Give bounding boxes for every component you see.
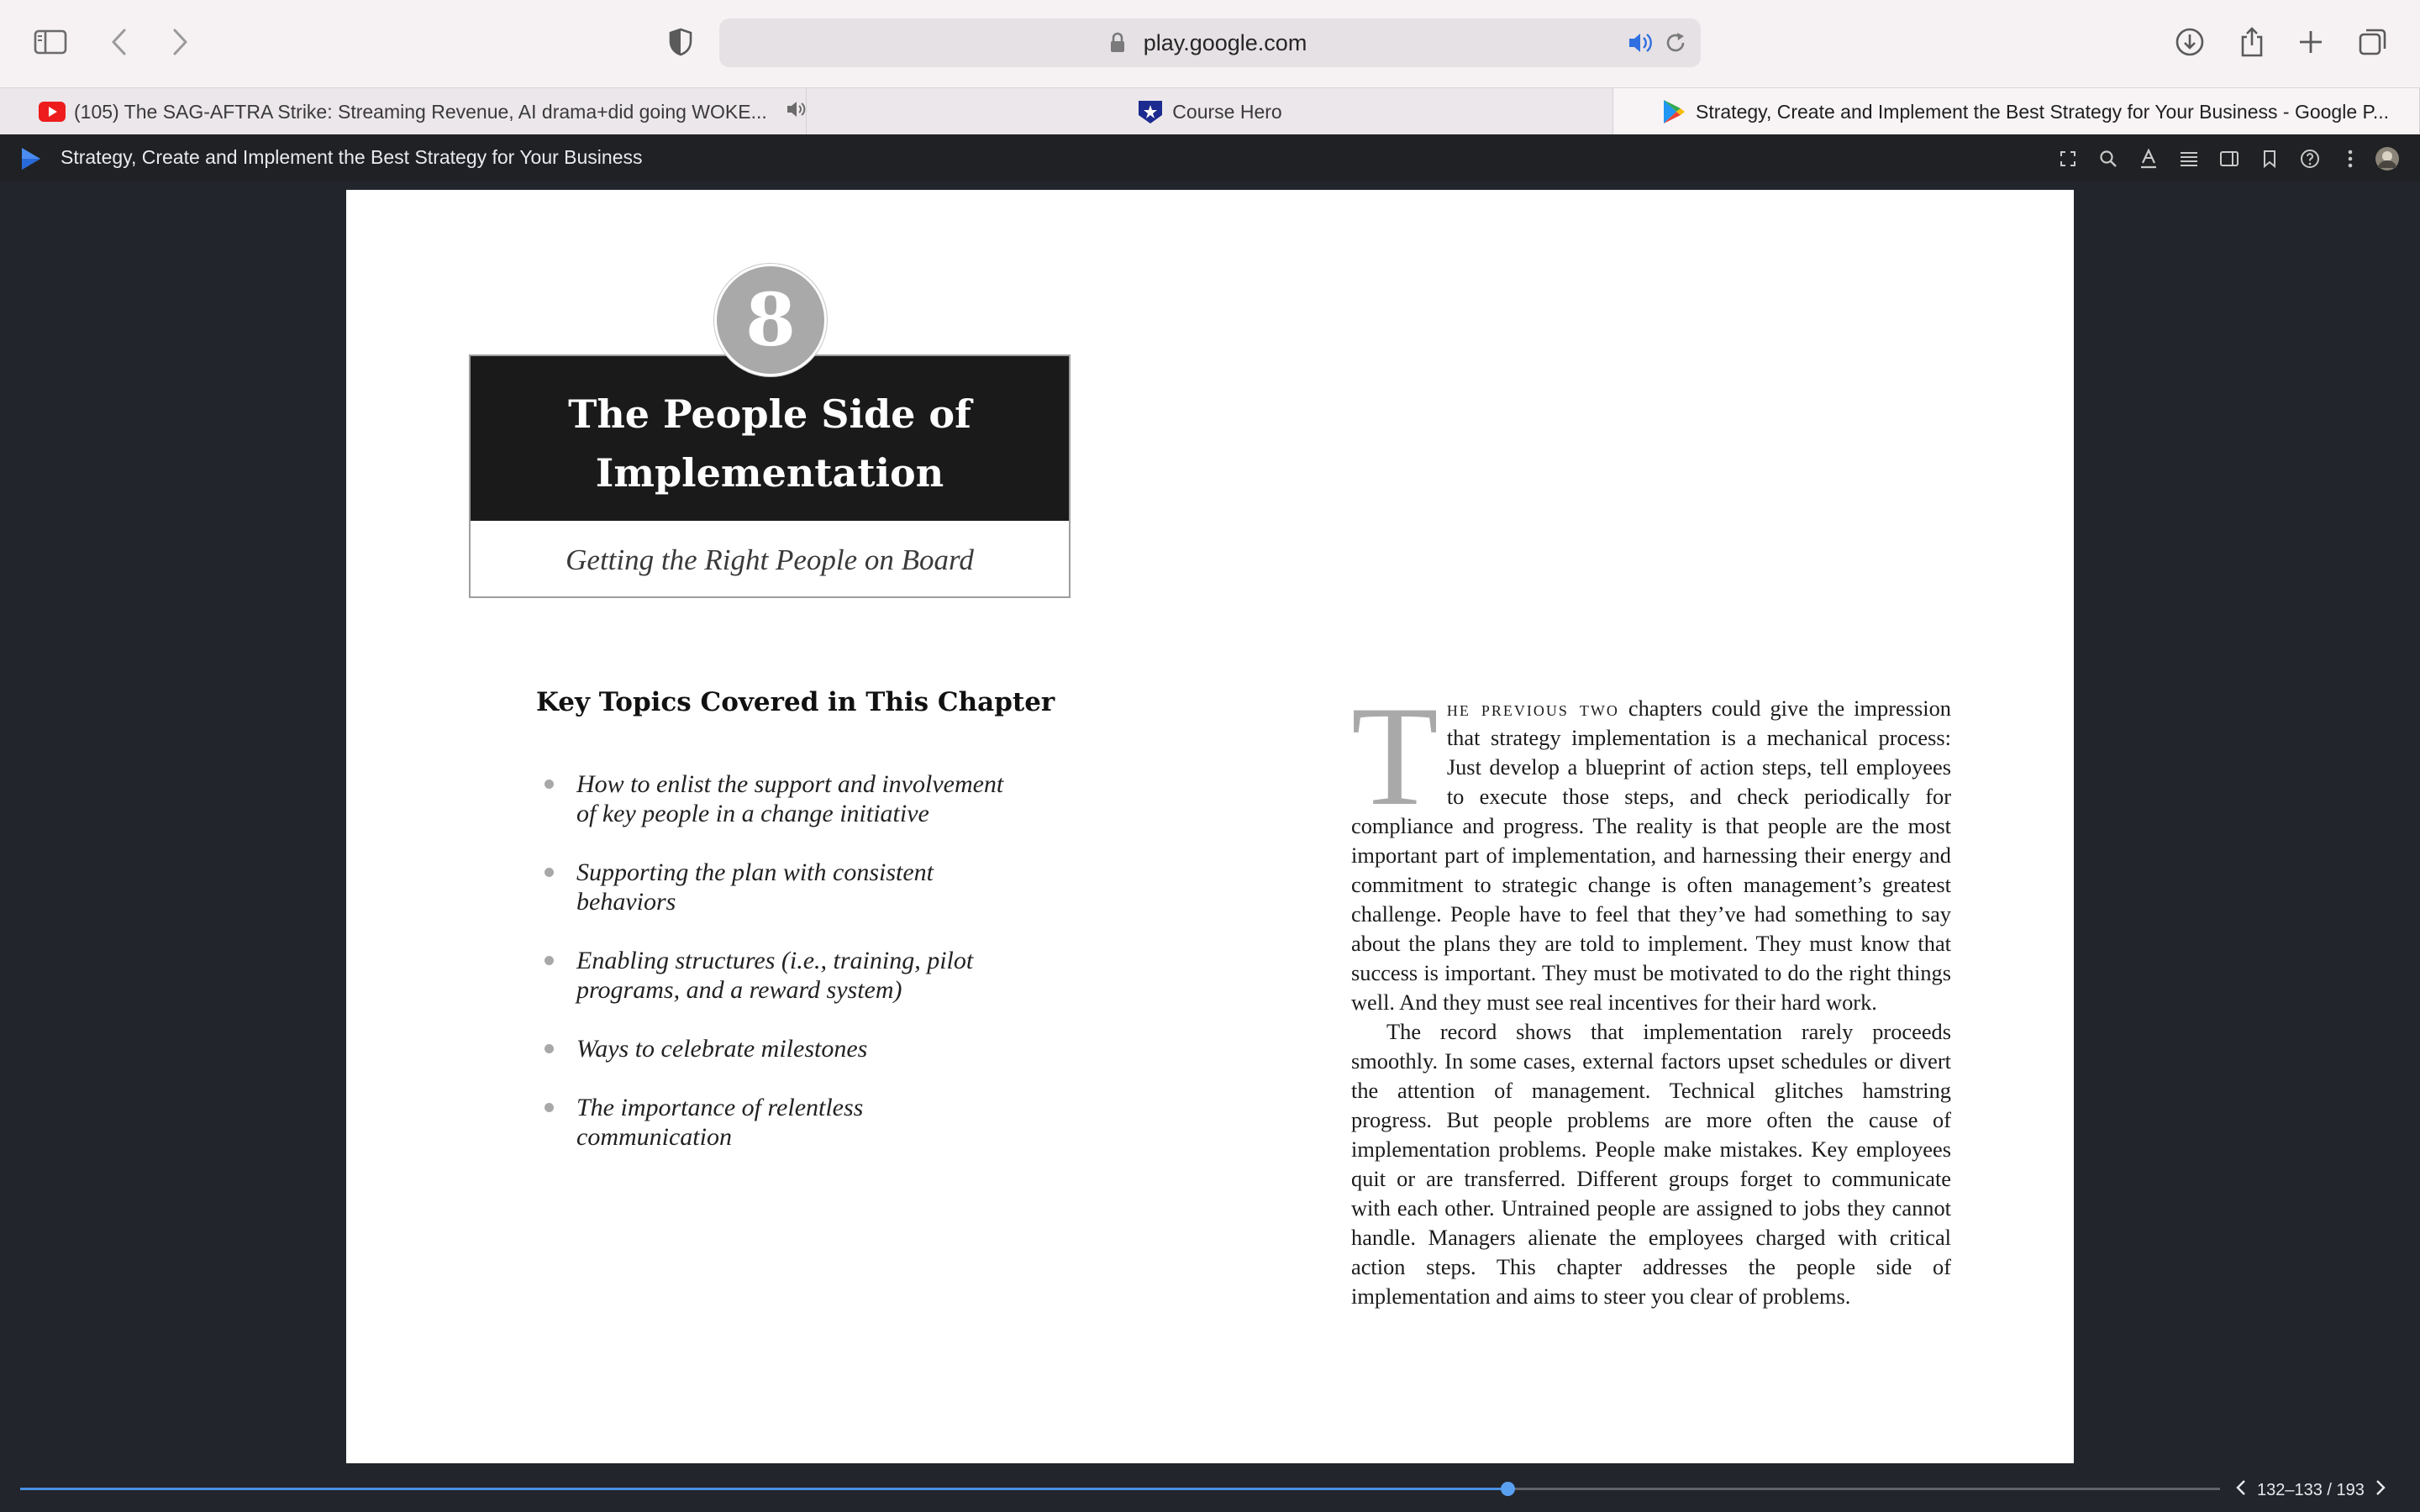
tab-title: Course Hero <box>1172 100 1282 123</box>
course-hero-icon <box>1137 98 1164 125</box>
address-bar[interactable] <box>719 18 1701 67</box>
topic-line: behaviors <box>576 888 676 916</box>
reading-progress-fill <box>20 1488 1507 1490</box>
list-item <box>536 858 934 916</box>
display-mode-icon[interactable] <box>2217 146 2242 171</box>
topic-line: Supporting the plan with consistent <box>576 858 934 886</box>
text-format-icon[interactable] <box>2136 146 2161 171</box>
browser-toolbar <box>0 0 2420 87</box>
audio-icon[interactable] <box>1627 30 1654 60</box>
list-item <box>536 1034 867 1063</box>
account-avatar[interactable] <box>2375 146 2400 171</box>
sidebar-icon[interactable] <box>30 22 71 62</box>
more-icon[interactable] <box>2338 146 2363 171</box>
page-indicator: 132–133 / 193 <box>2257 1480 2365 1499</box>
tab-google-play[interactable] <box>1613 88 2420 135</box>
chapter-body-text <box>1351 677 1952 1311</box>
book-title: Strategy, Create and Implement the Best Strategy for Your Business <box>60 146 643 168</box>
forward-icon[interactable] <box>160 22 200 62</box>
contents-icon[interactable] <box>2176 146 2202 171</box>
lock-icon <box>1109 32 1126 58</box>
tab-bar <box>0 87 2420 134</box>
bullet-icon <box>544 956 554 965</box>
paragraph <box>1351 677 1952 1017</box>
topic-line: The importance of relentless communication <box>576 1094 864 1151</box>
chapter-title-line: The People Side of <box>568 391 971 437</box>
drop-cap: T <box>1351 677 1439 835</box>
previous-page-icon[interactable] <box>2235 1478 2247 1502</box>
search-icon[interactable] <box>2096 146 2121 171</box>
tab-overview-icon[interactable] <box>2353 22 2393 62</box>
key-topics-heading: Key Topics Covered in This Chapter <box>536 687 1055 717</box>
chapter-title-line: Implementation <box>595 450 944 496</box>
shield-icon[interactable] <box>660 22 701 62</box>
new-tab-icon[interactable] <box>2291 22 2331 62</box>
list-item <box>536 769 1003 828</box>
tab-audio-icon[interactable] <box>786 99 807 124</box>
help-icon[interactable] <box>2297 146 2323 171</box>
bullet-icon <box>544 1103 554 1112</box>
tab-youtube[interactable] <box>0 88 807 135</box>
chapter-subtitle: Getting the Right People on Board <box>566 543 974 576</box>
tab-title: (105) The SAG-AFTRA Strike: Streaming Revenue, AI drama+did going WOKE... <box>74 100 767 123</box>
youtube-icon <box>39 98 66 125</box>
topic-line: How to enlist the support and involvement <box>576 770 1004 798</box>
bookmark-icon[interactable] <box>2257 146 2282 171</box>
paragraph: The record shows that implementation rarely proceeds smoothly. In some cases, external factors upset schedules or divert the attention of management. Technical glitches hamstring progress. But people problems are more often the cause of implementation problems. People make mistakes. Key employees quit or are transferred. Different groups forget to communicate with each other. Untrained people are assigned to jobs they cannot handle. Managers alienate the employees charged with critical action steps. This chapter addresses the people side of implementation and aims to steer you clear of problems. <box>1351 1019 1951 1309</box>
page-navigator <box>2235 1478 2386 1502</box>
chapter-heading-box <box>469 354 1071 598</box>
topic-line: of key people in a change initiative <box>576 800 929 827</box>
url-text: play.google.com <box>1143 29 1307 55</box>
list-item <box>536 946 973 1005</box>
reader-header <box>0 134 2420 181</box>
chapter-title <box>471 385 1069 502</box>
reload-icon[interactable] <box>1664 30 1687 60</box>
list-item <box>536 1093 1007 1152</box>
google-play-books-icon[interactable] <box>18 146 44 176</box>
paragraph-text: chapters could give the impression that strategy implementation is a mechanical process: Just develop a blueprint of action steps, tell employees to execute those steps, and check periodically for compliance and progress. The reality is that people are the most important part of implementation, and harnessing their energy and commitment to strategic change is often management’s greatest challenge. People have to feel that they’ve had something to say about the plans they are told to implement. They must know that success is important. They must be motivated to do the right things well. And they must see real incentives for their hard work. <box>1351 696 1952 1015</box>
tab-title: Strategy, Create and Implement the Best Strategy for Your Business - Google P... <box>1696 100 2390 123</box>
share-icon[interactable] <box>2232 22 2272 62</box>
topic-line: Ways to celebrate milestones <box>576 1035 868 1063</box>
chapter-number-badge: 8 <box>714 264 827 376</box>
bullet-icon <box>544 780 554 789</box>
fullscreen-icon[interactable] <box>2055 146 2081 171</box>
bullet-icon <box>544 868 554 877</box>
next-page-icon[interactable] <box>2375 1478 2386 1502</box>
topic-line: programs, and a reward system) <box>576 976 902 1004</box>
download-icon[interactable] <box>2170 22 2210 62</box>
back-icon[interactable] <box>99 22 139 62</box>
topic-line: Enabling structures (i.e., training, pilot <box>576 947 974 974</box>
reading-progress-handle[interactable] <box>1501 1482 1515 1496</box>
book-page-spread <box>346 190 2074 1463</box>
bullet-icon <box>544 1044 554 1053</box>
google-play-icon <box>1660 98 1687 125</box>
tab-course-hero[interactable] <box>807 88 1613 135</box>
smallcaps-lead: he previous two <box>1446 696 1619 721</box>
